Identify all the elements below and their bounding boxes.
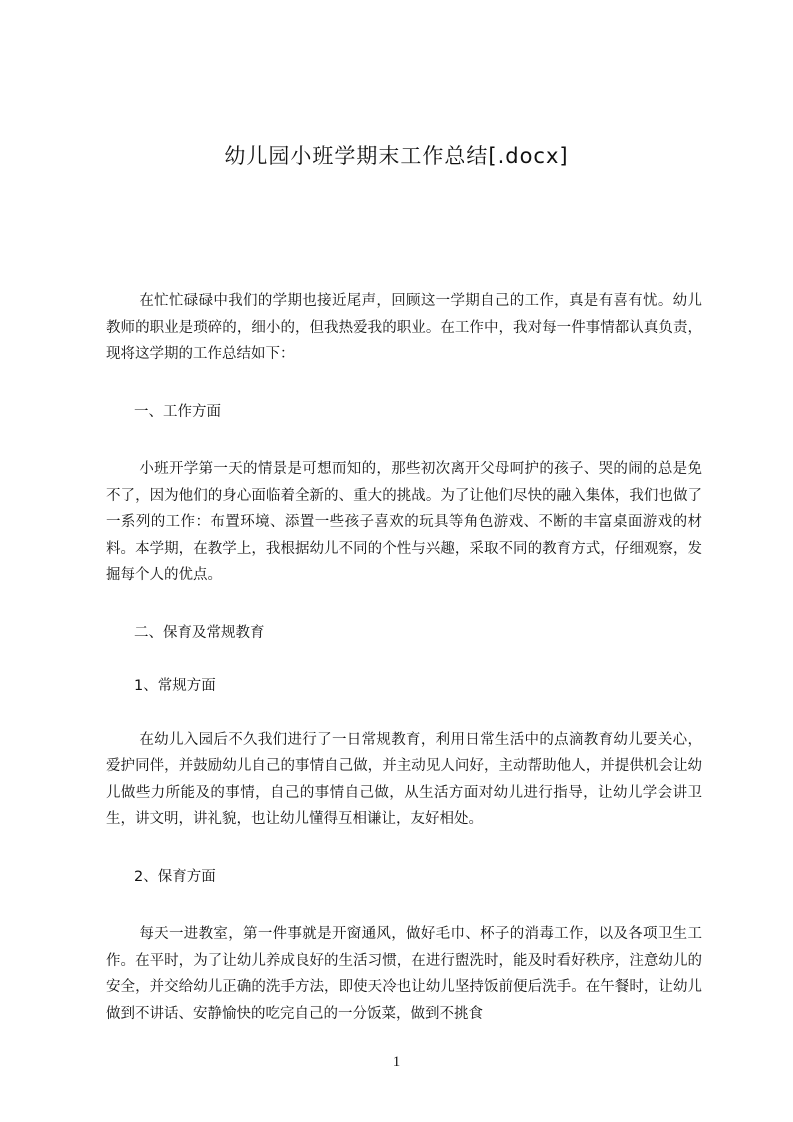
section-heading-work: 一、工作方面 — [134, 403, 221, 420]
document-title: 幼儿园小班学期末工作总结[.docx] — [224, 144, 569, 168]
work-paragraph: 小班开学第一天的情景是可想而知的，那些初次离开父母呵护的孩子、哭的闹的总是免不了，因为他们的身心面临着全新的、重大的挑战。为了让他们尽快的融入集体，我们也做了一系列的工作：布置环境、添置一些孩子喜欢的玩具等角色游戏、不断的丰富桌面游戏的材料。本学期，在教学上，我根据幼儿不同的个性与兴趣，采取不同的教育方式，仔细观察，发掘每个人的优点。 — [106, 461, 702, 583]
page-number: 1 — [392, 1054, 401, 1070]
section-heading-care: 二、保育及常规教育 — [134, 624, 265, 641]
document-body — [106, 288, 702, 1027]
routine-paragraph: 在幼儿入园后不久我们进行了一日常规教育，利用日常生活中的点滴教育幼儿要关心，爱护同伴，并鼓励幼儿自己的事情自己做，并主动见人问好，主动帮助他人，并提供机会让幼儿做些力所能及的事情，自己的事情自己做，从生活方面对幼儿进行指导，让幼儿学会讲卫生，讲文明，讲礼貌，也让幼儿懂得互相谦让，友好相处。 — [106, 731, 702, 827]
intro-paragraph: 在忙忙碌碌中我们的学期也接近尾声，回顾这一学期自己的工作，真是有喜有忧。幼儿教师的职业是琐碎的，细小的，但我热爱我的职业。在工作中，我对每一件事情都认真负责，现将这学期的工作总结如下： — [106, 293, 702, 362]
subsection-heading-nursing: 2、保育方面 — [134, 868, 216, 885]
nursing-paragraph: 每天一进教室，第一件事就是开窗通风，做好毛巾、杯子的消毒工作，以及各项卫生工作。在平时，为了让幼儿养成良好的生活习惯，在进行盥洗时，能及时看好秩序，注意幼儿的安全，并交给幼儿正确的洗手方法，即使天冷也让幼儿坚持饭前便后洗手。在午餐时，让幼儿做到不讲话、安静愉快的吃完自己的一分饭菜，做到不挑食 — [106, 926, 702, 1022]
subsection-heading-routine: 1、常规方面 — [134, 678, 216, 694]
